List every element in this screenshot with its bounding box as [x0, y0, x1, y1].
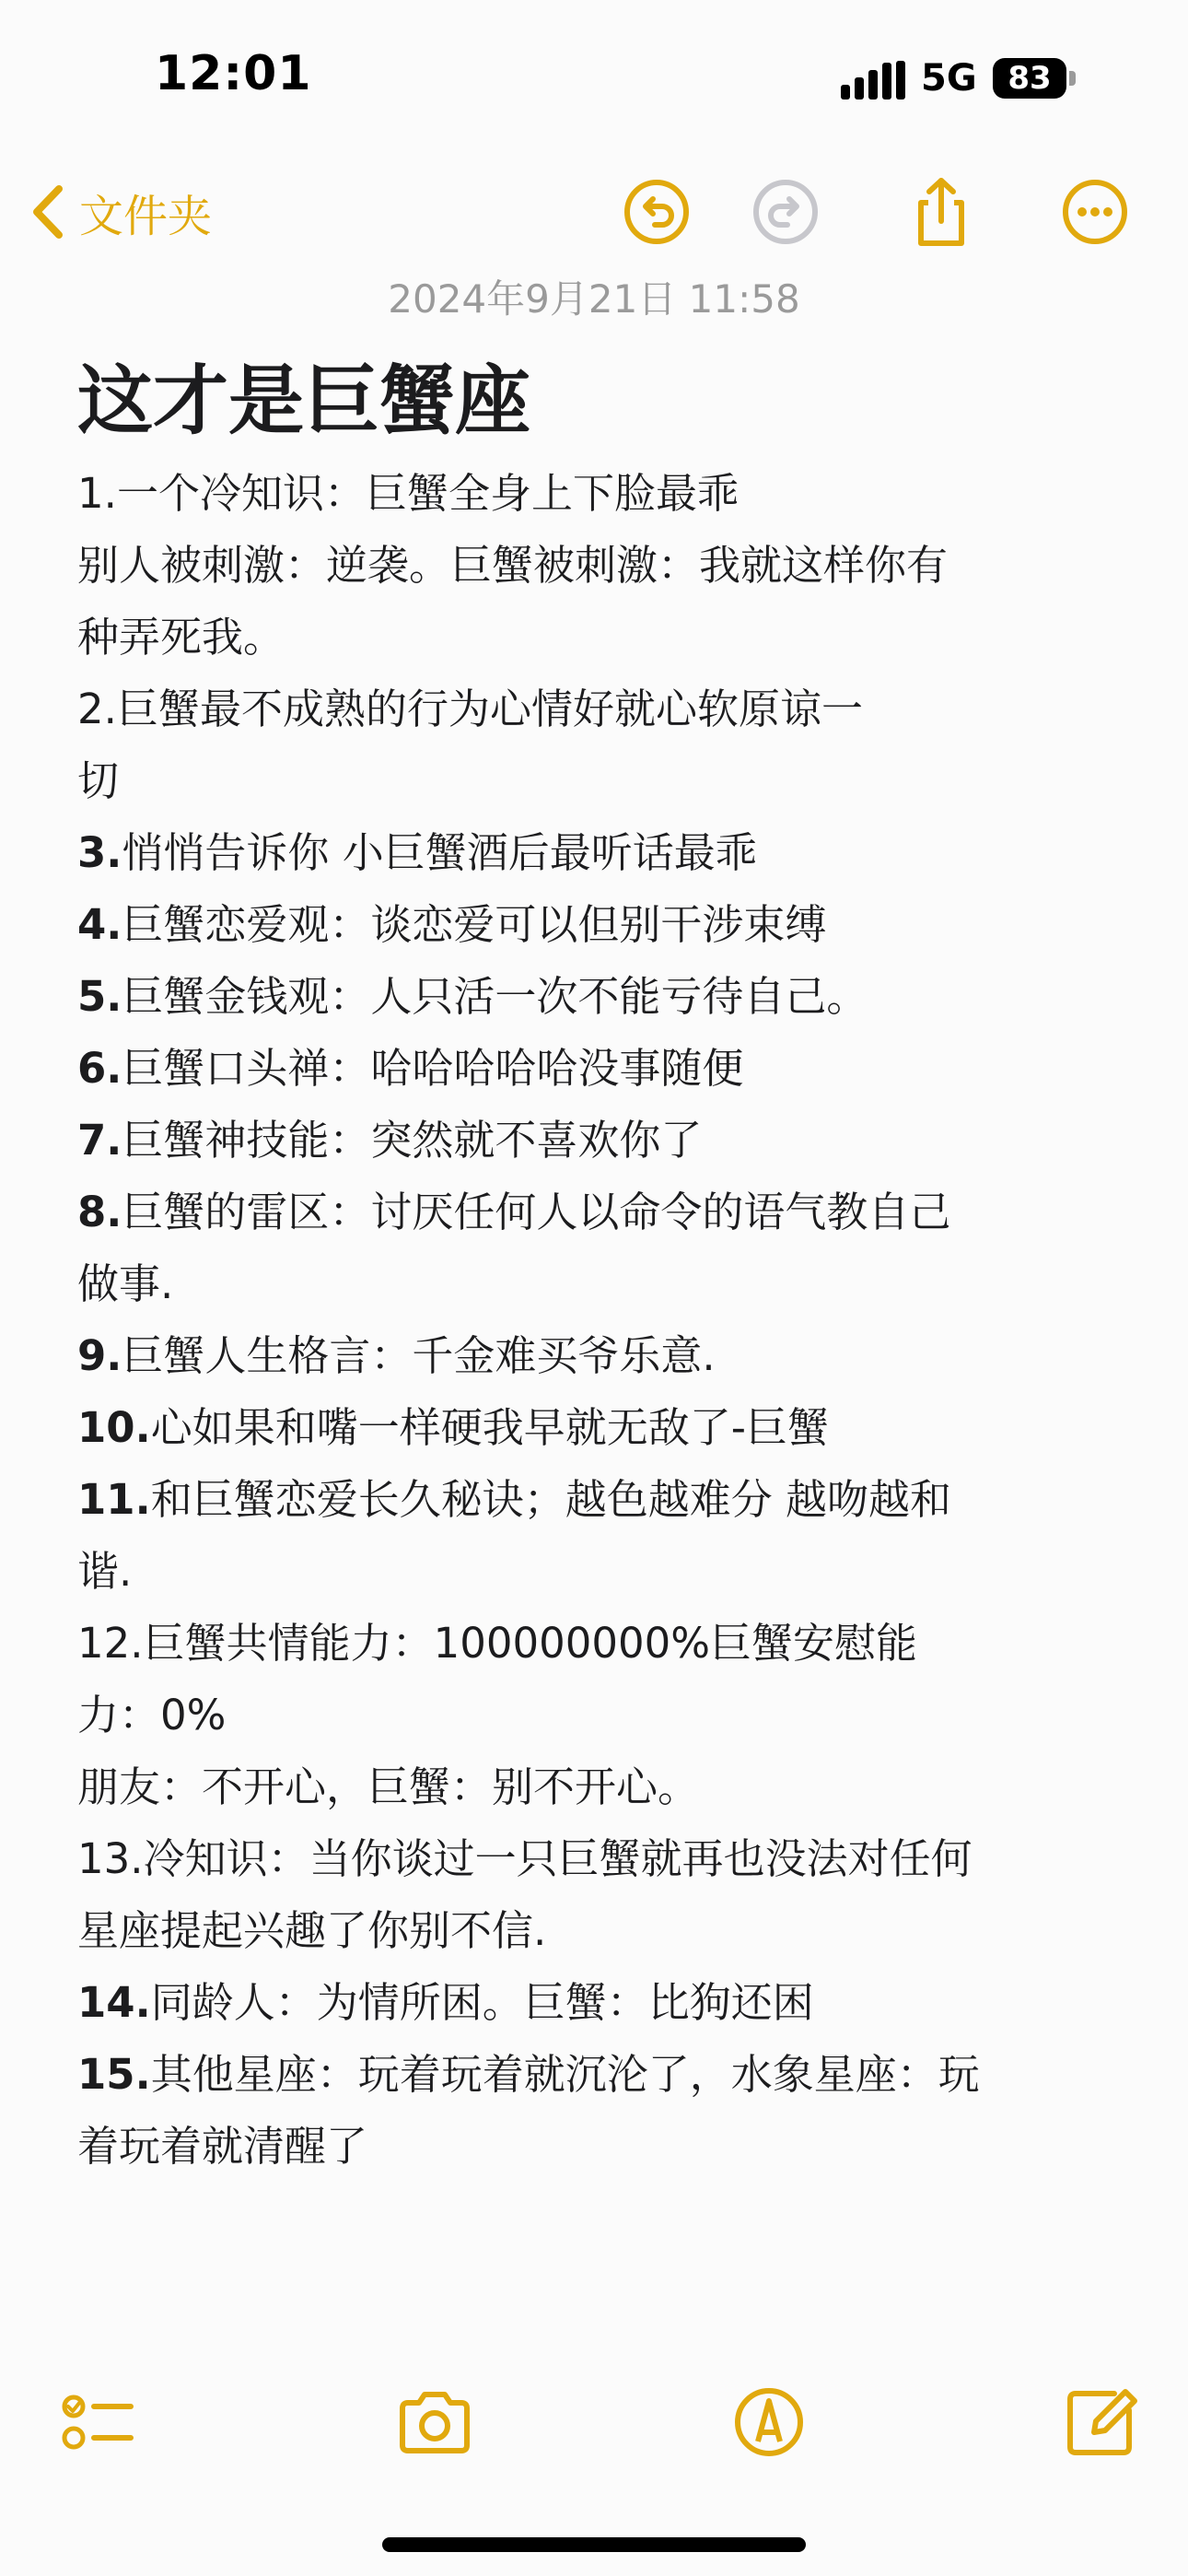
note-line-text: 一个冷知识：巨蟹全身上下脸最乖	[116, 469, 739, 518]
markup-icon[interactable]	[728, 2381, 810, 2464]
note-line	[77, 1967, 1118, 2039]
note-line	[77, 2111, 1118, 2183]
share-icon[interactable]	[904, 175, 978, 249]
note-line-number: 9.	[77, 1331, 122, 1380]
note-line-number: 5.	[77, 972, 122, 1021]
note-line-text: 切	[77, 756, 120, 805]
note-line	[77, 2039, 1118, 2111]
back-label: 文件夹	[79, 190, 213, 242]
note-line-number: 11.	[77, 1475, 151, 1524]
battery-level: 83	[1007, 60, 1052, 97]
note-line-text: 巨蟹人生格言：千金难买爷乐意.	[122, 1331, 716, 1380]
note-line-text: 其他星座：玩着玩着就沉沦了，水象星座：玩	[150, 2050, 980, 2099]
status-time: 12:01	[155, 46, 312, 101]
network-type: 5G	[921, 57, 977, 100]
note-line	[77, 1464, 1118, 1536]
note-line-number: 8.	[77, 1188, 122, 1236]
note-line-text: 悄悄告诉你 小巨蟹酒后最听话最乖	[122, 828, 757, 877]
note-line	[77, 602, 1118, 673]
note-line	[77, 1248, 1118, 1320]
note-line-text: 巨蟹口头禅：哈哈哈哈哈没事随便	[122, 1044, 744, 1093]
redo-icon[interactable]	[749, 175, 822, 249]
battery-icon	[993, 58, 1077, 99]
signal-strength-icon	[841, 61, 905, 100]
note-line	[77, 1680, 1118, 1751]
note-line-number: 1.	[77, 469, 117, 518]
more-icon[interactable]	[1058, 175, 1132, 249]
note-line	[77, 1895, 1118, 1967]
battery-cap	[1069, 71, 1076, 86]
note-line-number: 4.	[77, 900, 122, 949]
home-indicator[interactable]	[382, 2537, 806, 2552]
note-line	[77, 889, 1118, 961]
note-line	[77, 673, 1118, 745]
back-chevron-icon	[29, 183, 66, 240]
nav-bar	[0, 166, 1188, 258]
note-date: 2024年9月21日 11:58	[388, 276, 800, 322]
note-line	[77, 1823, 1118, 1895]
note-line-number: 14.	[77, 1978, 151, 2027]
note-line-number: 10.	[77, 1403, 151, 1452]
note-line-text: 别人被刺激：逆袭。巨蟹被刺激：我就这样你有	[77, 541, 949, 590]
camera-icon[interactable]	[393, 2381, 476, 2464]
note-line	[77, 1033, 1118, 1105]
note-line-text: 巨蟹恋爱观：谈恋爱可以但别干涉束缚	[122, 900, 827, 949]
note-line-text: 做事.	[77, 1259, 174, 1308]
note-line	[77, 1177, 1118, 1248]
note-line	[77, 961, 1118, 1033]
note-line	[77, 1105, 1118, 1177]
note-line-text: 星座提起兴趣了你别不信.	[77, 1906, 547, 1955]
back-button[interactable]	[29, 175, 212, 249]
note-line-text: 和巨蟹恋爱长久秘诀；越色越难分 越吻越和	[150, 1475, 952, 1524]
undo-icon[interactable]	[620, 175, 693, 249]
note-line	[77, 1392, 1118, 1464]
note-title: 这才是巨蟹座	[77, 357, 531, 445]
note-line-text: 巨蟹的雷区：讨厌任何人以命令的语气教自己	[122, 1188, 951, 1236]
note-line-text: 朋友：不开心，巨蟹：别不开心。	[77, 1762, 700, 1811]
note-line-number: 2.	[77, 685, 117, 733]
note-line	[77, 530, 1118, 602]
status-bar	[0, 0, 1188, 157]
note-line-text: 谐.	[77, 1547, 133, 1596]
note-line-text: 巨蟹神技能：突然就不喜欢你了	[122, 1116, 703, 1165]
note-line	[77, 1536, 1118, 1608]
note-line-text: 力：0%	[77, 1691, 227, 1739]
note-line	[77, 817, 1118, 889]
note-line-number: 3.	[77, 828, 122, 877]
note-line-text: 巨蟹金钱观：人只活一次不能亏待自己。	[122, 972, 868, 1021]
note-line	[77, 1751, 1118, 1823]
note-line	[77, 1608, 1118, 1680]
note-line	[77, 745, 1118, 817]
note-line-text: 同龄人：为情所困。巨蟹：比狗还困	[150, 1978, 814, 2027]
note-line	[77, 1320, 1118, 1392]
note-line-number: 12.	[77, 1619, 144, 1668]
note-line-text: 种弄死我。	[77, 613, 285, 662]
checklist-icon[interactable]	[55, 2381, 138, 2464]
note-line-number: 7.	[77, 1116, 122, 1165]
note-line-text: 冷知识：当你谈过一只巨蟹就再也没法对任何	[143, 1834, 973, 1883]
note-line-text: 心如果和嘴一样硬我早就无敌了-巨蟹	[150, 1403, 829, 1452]
note-line-text: 巨蟹最不成熟的行为心情好就心软原谅一	[116, 685, 863, 733]
compose-icon[interactable]	[1059, 2381, 1142, 2464]
note-line	[77, 458, 1118, 530]
note-line-text: 着玩着就清醒了	[77, 2122, 368, 2171]
note-line-text: 巨蟹共情能力：100000000%巨蟹安慰能	[143, 1619, 918, 1668]
note-line-number: 6.	[77, 1044, 122, 1093]
note-line-number: 15.	[77, 2050, 151, 2099]
note-line-number: 13.	[77, 1834, 144, 1883]
note-body[interactable]	[77, 458, 1118, 2183]
